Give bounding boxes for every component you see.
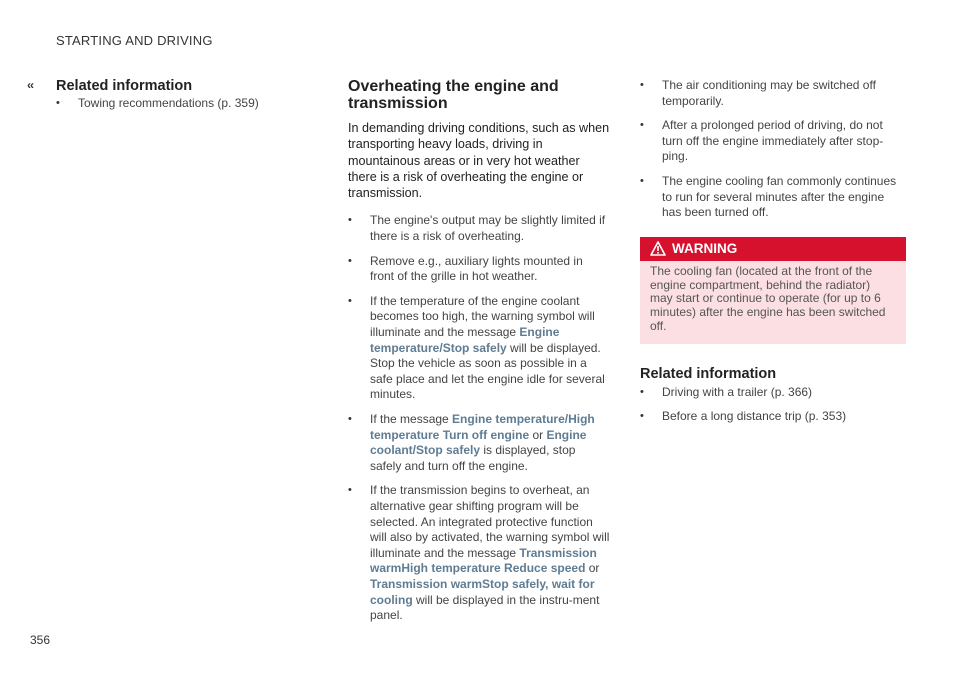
warning-label: WARNING	[672, 240, 738, 256]
cooling-list	[640, 78, 906, 221]
list-text: or	[585, 561, 600, 576]
list-item[interactable]	[640, 409, 906, 425]
list-item	[348, 254, 610, 285]
bullet: •	[640, 79, 644, 91]
section-title: Overheating the engine and transmission	[348, 78, 559, 112]
list-text: The engine cooling fan commonly continues to run for several minutes after the engine has been turned off.	[662, 173, 897, 220]
related-info-heading: Related information	[640, 365, 777, 382]
list-text: is displayed, stop safely and turn off the engine.	[370, 443, 576, 473]
list-item	[348, 294, 610, 403]
list-item	[640, 78, 906, 109]
warning-header	[640, 237, 906, 261]
list-item	[348, 412, 610, 474]
list-item[interactable]	[640, 385, 906, 401]
list-text: If the temperature of the engine coolant becomes too high, the warning symbol will illuminate and the message	[370, 293, 595, 340]
related-link[interactable]: Before a long distance trip (p. 353)	[662, 409, 847, 424]
list-text: Remove e.g., auxiliary lights mounted in front of the grille in hot weather.	[370, 253, 583, 284]
page-number: 356	[30, 633, 51, 647]
bullet: •	[640, 174, 644, 187]
list-text: will be displayed. Stop the vehicle as soon as possible in a safe place and let the engine idle for several minutes.	[370, 340, 605, 402]
bullet: •	[640, 410, 644, 423]
related-info-heading: Related information	[56, 78, 193, 94]
related-info-list	[640, 385, 906, 425]
list-text: If the message	[370, 412, 453, 427]
column-middle	[348, 78, 610, 633]
bullet: •	[640, 385, 644, 398]
display-message: Transmission warmStop safely, wait for cooling	[370, 576, 595, 607]
related-link[interactable]: Towing recommendations (p. 359)	[78, 96, 259, 110]
warning-triangle-icon	[650, 241, 666, 256]
list-item[interactable]	[56, 96, 296, 112]
list-item	[640, 174, 906, 221]
warning-box	[640, 237, 906, 344]
display-message: Engine temperature/High temperature Turn off engine	[370, 412, 595, 442]
list-text: will be displayed in the instru-ment panel.	[370, 592, 600, 623]
list-text: If the transmission begins to overheat, an alternative gear shifting program will be selected. An integrated protective function will also by activated, the warning symbol will illuminate and the message	[370, 483, 610, 560]
running-header: STARTING AND DRIVING	[56, 33, 213, 48]
related-info-list	[56, 96, 296, 112]
list-item	[348, 213, 610, 244]
list-text: After a prolonged period of driving, do not turn off the engine immediately after stop-ping.	[662, 118, 884, 164]
display-message: Engine temperature/Stop safely	[370, 325, 560, 355]
list-text: The engine's output may be slightly limited if there is a risk of overheating.	[370, 213, 606, 244]
continuation-mark: ‹‹	[27, 78, 33, 92]
bullet: •	[348, 413, 352, 426]
list-text: or	[529, 427, 547, 442]
column-left	[56, 78, 296, 121]
bullet: •	[348, 254, 352, 267]
column-right	[640, 78, 906, 434]
related-link[interactable]: Driving with a trailer (p. 366)	[662, 384, 813, 399]
bullet: •	[348, 484, 352, 497]
display-message: Engine coolant/Stop safely	[370, 427, 587, 458]
bullet: •	[348, 294, 352, 307]
warning-text: The cooling fan (located at the front of the engine compartment, behind the radiator) may start or continue to operate (for up to 6 minutes) after the engine has been switched off.	[650, 263, 886, 333]
bullet: •	[640, 119, 644, 132]
bullet: •	[56, 97, 60, 109]
bullet: •	[348, 214, 352, 227]
overheating-list	[348, 213, 610, 623]
display-message: Transmission warmHigh temperature Reduce speed	[370, 545, 597, 576]
intro-paragraph: In demanding driving conditions, such as when transporting heavy loads, driving in mountainous areas or in very hot weather there is a risk of overheating the engine or transmission.	[348, 121, 610, 201]
list-item	[640, 118, 906, 165]
list-text: The air conditioning may be switched off temporarily.	[662, 78, 876, 108]
list-item	[348, 483, 610, 623]
